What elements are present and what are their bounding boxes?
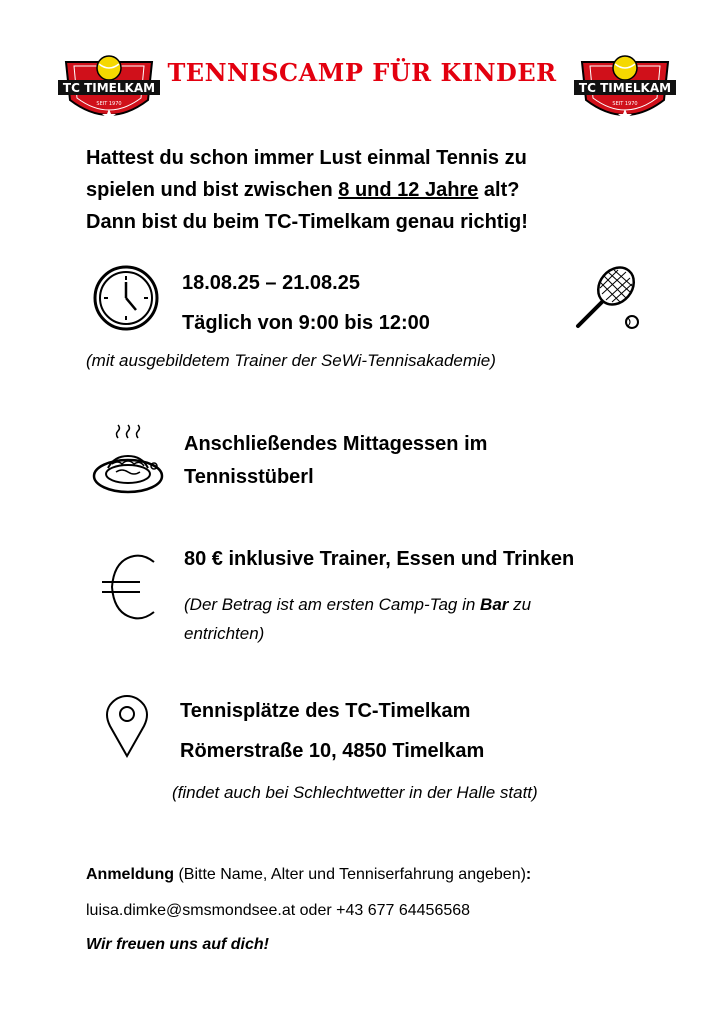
price-note	[184, 590, 531, 648]
clock-icon	[92, 264, 160, 337]
intro-line-2-pre: spielen und bist zwischen	[86, 179, 339, 201]
club-logo-left	[54, 52, 164, 126]
logo-text: TC TIMELKAM	[578, 81, 672, 95]
intro-line-3: Dann bist du beim TC-Timelkam genau richtig!	[86, 211, 528, 233]
food-plate-icon	[90, 424, 168, 505]
club-logo-right	[570, 52, 680, 126]
price-note-line-1	[184, 590, 531, 619]
lunch-line-2: Tennisstüberl	[184, 466, 314, 488]
logo-subtext: SEIT 1970	[612, 101, 638, 107]
price-note-post: zu	[508, 595, 532, 614]
logo-subtext: SEIT 1970	[96, 101, 122, 107]
closing-text: Wir freuen uns auf dich!	[86, 936, 269, 953]
price-note-line-2: entrichten)	[184, 624, 265, 643]
lunch-line-1: Anschließendes Mittagessen im	[184, 433, 488, 455]
contact-info: luisa.dimke@smsmondsee.at oder +43 677 64456568	[86, 902, 471, 919]
intro-line-2-post: alt?	[478, 179, 520, 201]
euro-icon	[100, 554, 160, 625]
location-pin-icon	[104, 694, 150, 763]
price-line: 80 € inklusive Trainer, Essen und Trinken	[184, 548, 575, 570]
registration-label: Anmeldung	[86, 866, 174, 883]
camp-dates: 18.08.25 – 21.08.25	[182, 272, 360, 294]
intro-text	[86, 142, 646, 238]
age-range: 8 und 12 Jahre	[338, 179, 479, 201]
trainer-note: (mit ausgebildetem Trainer der SeWi-Tennisakademie)	[86, 351, 496, 370]
registration-colon: :	[525, 866, 532, 883]
registration-detail: (Bitte Name, Alter und Tenniserfahrung angeben)	[174, 866, 526, 883]
intro-line-2	[86, 174, 646, 206]
location-line-1: Tennisplätze des TC-Timelkam	[180, 700, 471, 722]
location-note: (findet auch bei Schlechtwetter in der Halle statt)	[172, 783, 538, 802]
price-note-pre: (Der Betrag ist am ersten Camp-Tag in	[184, 595, 481, 614]
location-line-2: Römerstraße 10, 4850 Timelkam	[180, 740, 485, 762]
tennis-racket-icon	[572, 262, 644, 339]
registration-line	[86, 866, 531, 884]
price-note-bold: Bar	[480, 595, 509, 614]
camp-times: Täglich von 9:00 bis 12:00	[182, 312, 430, 334]
logo-text: TC TIMELKAM	[62, 81, 156, 95]
page-title: TENNISCAMP FÜR KINDER	[167, 58, 557, 87]
intro-line-1: Hattest du schon immer Lust einmal Tennis zu	[86, 147, 527, 169]
